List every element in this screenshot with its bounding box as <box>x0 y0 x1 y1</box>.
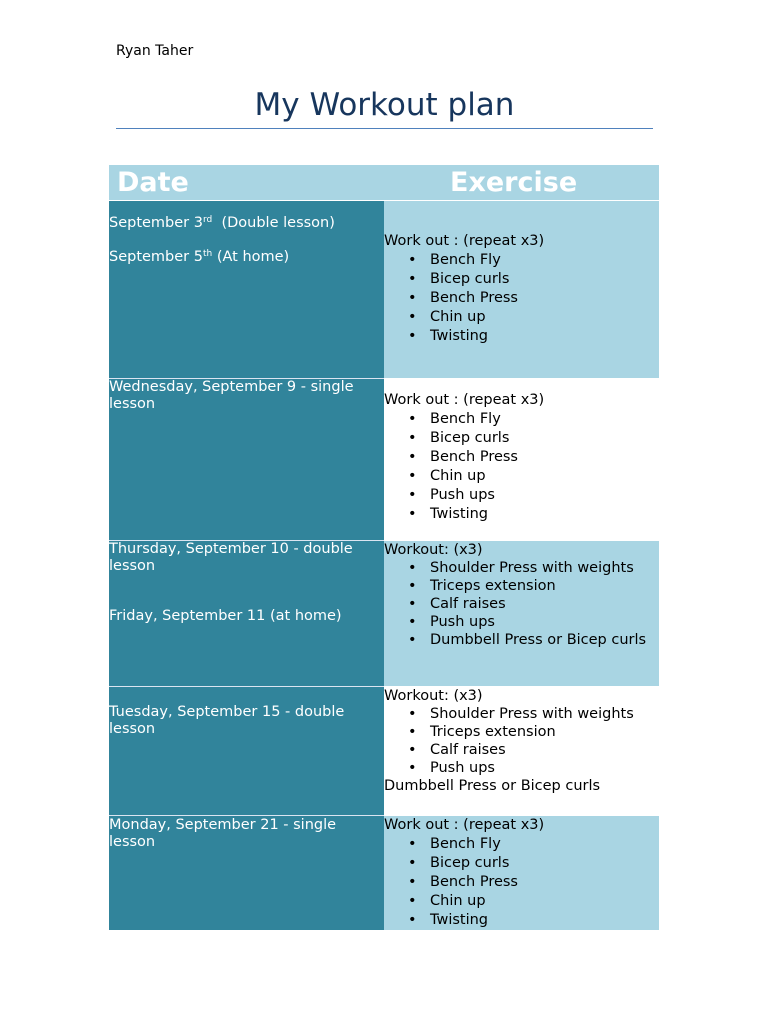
document-title: My Workout plan <box>254 87 515 123</box>
workout-footnote: Dumbbell Press or Bicep curls <box>384 778 601 794</box>
list-item: • Bench Fly <box>430 835 659 854</box>
author-name: Ryan Taher <box>116 43 194 59</box>
workout-table <box>109 165 659 930</box>
list-item: • Calf raises <box>430 595 659 613</box>
list-item: • Chin up <box>430 892 659 911</box>
title-underline <box>116 128 653 129</box>
workout-heading: Workout: (x3) <box>384 688 483 704</box>
list-item: • Bicep curls <box>430 854 659 873</box>
table-row <box>109 379 659 541</box>
exercise-list <box>384 835 659 930</box>
workout-heading: Work out : (repeat x3) <box>384 233 545 249</box>
table-row <box>109 687 659 816</box>
list-item: • Calf raises <box>430 741 659 759</box>
date-line: Wednesday, September 9 - single lesson <box>109 379 354 412</box>
date-cell <box>109 201 384 379</box>
list-item: • Push ups <box>430 759 659 777</box>
header-date: Date <box>109 165 384 201</box>
table-row <box>109 541 659 687</box>
date-cell <box>109 379 384 541</box>
exercise-cell <box>384 816 659 931</box>
header-exercise: Exercise <box>384 165 659 201</box>
exercise-cell <box>384 379 659 541</box>
list-item: • Shoulder Press with weights <box>430 559 659 577</box>
date-line: Tuesday, September 15 - double lesson <box>109 704 345 737</box>
list-item: • Bench Fly <box>430 251 659 270</box>
workout-heading: Work out : (repeat x3) <box>384 817 545 833</box>
exercise-list <box>384 705 659 777</box>
list-item: • Chin up <box>430 308 659 327</box>
exercise-list <box>384 559 659 649</box>
date-cell <box>109 687 384 816</box>
list-item: • Bench Fly <box>430 410 659 429</box>
date-line: September 5th (At home) <box>109 249 290 265</box>
list-item: • Bench Press <box>430 448 659 467</box>
list-item: • Push ups <box>430 486 659 505</box>
list-item: • Twisting <box>430 505 659 524</box>
workout-heading: Workout: (x3) <box>384 542 483 558</box>
list-item: • Push ups <box>430 613 659 631</box>
list-item: • Twisting <box>430 327 659 346</box>
exercise-cell <box>384 541 659 687</box>
list-item: • Bicep curls <box>430 270 659 289</box>
table-row <box>109 816 659 931</box>
exercise-list <box>384 410 659 524</box>
list-item: • Triceps extension <box>430 723 659 741</box>
list-item: • Bicep curls <box>430 429 659 448</box>
exercise-list <box>384 251 659 346</box>
table-row <box>109 201 659 379</box>
workout-heading: Work out : (repeat x3) <box>384 392 545 408</box>
date-cell <box>109 541 384 687</box>
list-item: • Shoulder Press with weights <box>430 705 659 723</box>
date-cell <box>109 816 384 931</box>
date-line: September 3rd (Double lesson) <box>109 215 335 231</box>
date-line: Monday, September 21 - single lesson <box>109 817 337 850</box>
date-line: Friday, September 11 (at home) <box>109 608 342 624</box>
list-item: • Twisting <box>430 911 659 930</box>
list-item: • Chin up <box>430 467 659 486</box>
exercise-cell <box>384 201 659 379</box>
table-header-row <box>109 165 659 201</box>
exercise-cell <box>384 687 659 816</box>
date-line: Thursday, September 10 - double lesson <box>109 541 353 574</box>
list-item: • Dumbbell Press or Bicep curls <box>430 631 659 649</box>
list-item: • Triceps extension <box>430 577 659 595</box>
list-item: • Bench Press <box>430 873 659 892</box>
list-item: • Bench Press <box>430 289 659 308</box>
